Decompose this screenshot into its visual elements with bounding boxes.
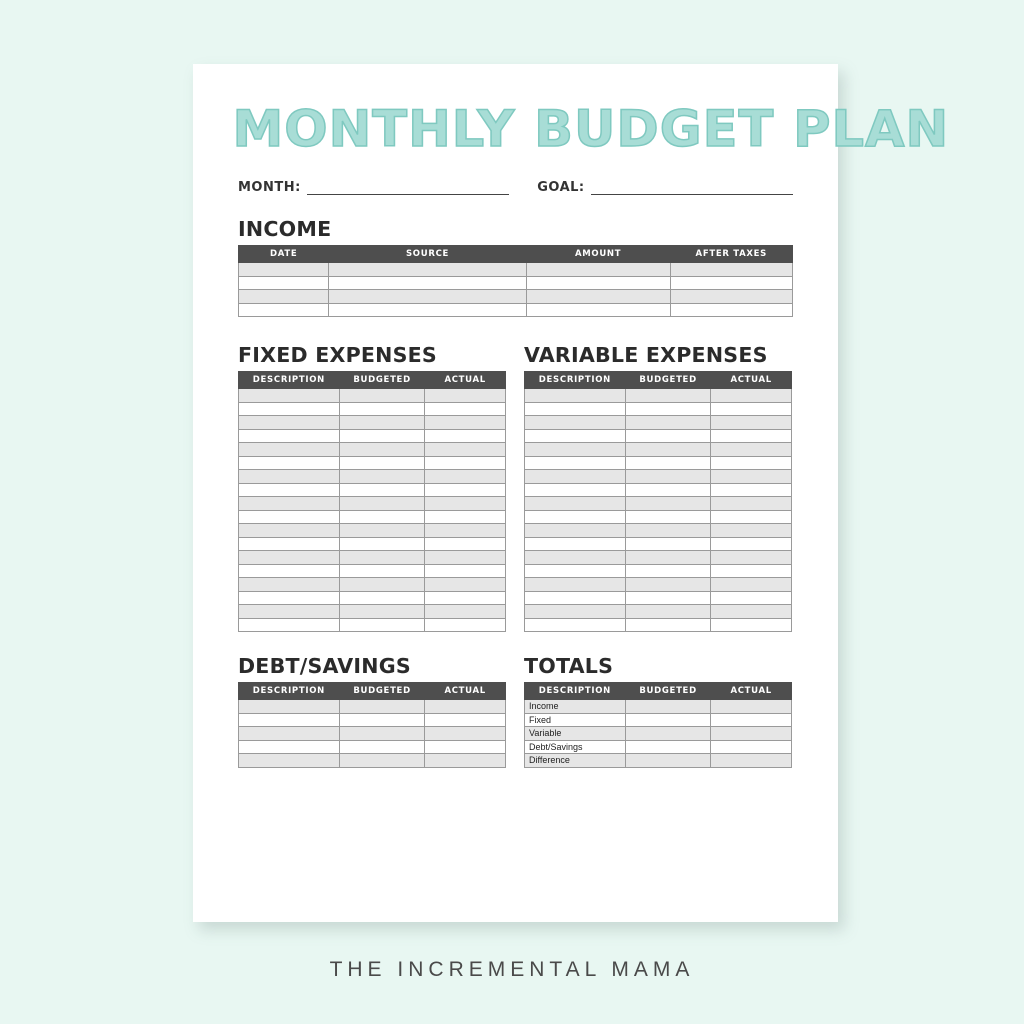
table-cell[interactable] — [625, 564, 711, 578]
table-row — [525, 456, 792, 470]
table-row — [239, 618, 506, 632]
table-cell[interactable] — [525, 429, 626, 443]
income-col-after-taxes: AFTER TAXES — [670, 246, 792, 263]
table-cell[interactable] — [526, 303, 670, 317]
totals-row-label: Variable — [525, 727, 626, 741]
totals-actual-cell[interactable] — [711, 754, 792, 768]
table-cell[interactable] — [525, 605, 626, 619]
table-cell[interactable] — [339, 416, 425, 430]
table-row — [525, 416, 792, 430]
debt-savings-table — [238, 682, 506, 768]
table-cell[interactable] — [625, 605, 711, 619]
table-cell[interactable] — [526, 263, 670, 277]
table-row — [239, 551, 506, 565]
table-cell[interactable] — [525, 524, 626, 538]
table-row — [525, 740, 792, 754]
table-cell[interactable] — [239, 497, 340, 511]
fixed-expenses-heading: FIXED EXPENSES — [238, 343, 437, 367]
table-cell[interactable] — [425, 727, 506, 741]
table-cell[interactable] — [625, 483, 711, 497]
table-cell[interactable] — [711, 578, 792, 592]
table-row — [239, 524, 506, 538]
budget-sheet — [193, 64, 950, 922]
goal-input[interactable] — [591, 181, 793, 195]
table-cell[interactable] — [339, 605, 425, 619]
table-row — [525, 578, 792, 592]
table-cell[interactable] — [339, 740, 425, 754]
table-cell[interactable] — [625, 578, 711, 592]
table-cell[interactable] — [425, 618, 506, 632]
table-cell[interactable] — [239, 276, 329, 290]
table-cell[interactable] — [525, 483, 626, 497]
fixed-expenses-section — [238, 343, 506, 632]
table-row — [525, 497, 792, 511]
table-cell[interactable] — [425, 713, 506, 727]
table-row — [525, 537, 792, 551]
table-cell[interactable] — [239, 290, 329, 304]
table-cell[interactable] — [711, 416, 792, 430]
table-cell[interactable] — [339, 443, 425, 457]
table-cell[interactable] — [425, 443, 506, 457]
table-cell[interactable] — [339, 578, 425, 592]
table-cell[interactable] — [239, 618, 340, 632]
table-row — [525, 564, 792, 578]
table-cell[interactable] — [239, 564, 340, 578]
table-row — [525, 389, 792, 403]
table-cell[interactable] — [525, 578, 626, 592]
table-row — [525, 402, 792, 416]
table-cell[interactable] — [339, 727, 425, 741]
table-row — [525, 700, 792, 714]
table-row — [525, 524, 792, 538]
month-label: MONTH: — [238, 180, 301, 195]
table-cell[interactable] — [329, 276, 526, 290]
table-cell[interactable] — [525, 443, 626, 457]
table-row — [239, 263, 793, 277]
table-row — [525, 713, 792, 727]
table-row — [239, 303, 793, 317]
table-cell[interactable] — [525, 497, 626, 511]
table-cell[interactable] — [670, 290, 792, 304]
table-cell[interactable] — [239, 389, 340, 403]
table-cell[interactable] — [239, 483, 340, 497]
table-cell[interactable] — [329, 263, 526, 277]
table-row — [525, 618, 792, 632]
table-cell[interactable] — [711, 402, 792, 416]
totals-row-label: Income — [525, 700, 626, 714]
table-cell[interactable] — [711, 537, 792, 551]
table-row — [525, 605, 792, 619]
fixed-expenses-body — [239, 389, 506, 632]
table-cell[interactable] — [425, 754, 506, 768]
table-cell[interactable] — [425, 402, 506, 416]
debt-col-actual: ACTUAL — [425, 683, 506, 700]
debt-savings-body — [239, 700, 506, 768]
table-cell[interactable] — [625, 416, 711, 430]
variable-col-actual: ACTUAL — [711, 372, 792, 389]
table-cell[interactable] — [339, 524, 425, 538]
table-cell[interactable] — [339, 537, 425, 551]
table-row — [525, 470, 792, 484]
table-cell[interactable] — [425, 416, 506, 430]
debt-col-budgeted: BUDGETED — [339, 683, 425, 700]
table-row — [239, 402, 506, 416]
totals-col-description: DESCRIPTION — [525, 683, 626, 700]
table-cell[interactable] — [239, 578, 340, 592]
table-row — [239, 290, 793, 304]
totals-body — [525, 700, 792, 768]
table-row — [239, 429, 506, 443]
income-col-source: SOURCE — [329, 246, 526, 263]
table-cell[interactable] — [239, 605, 340, 619]
table-row — [525, 443, 792, 457]
variable-expenses-table — [524, 371, 792, 632]
table-row — [239, 564, 506, 578]
table-row — [239, 727, 506, 741]
table-cell[interactable] — [239, 524, 340, 538]
table-row — [239, 443, 506, 457]
table-cell[interactable] — [525, 537, 626, 551]
totals-section — [524, 654, 792, 768]
table-row — [525, 510, 792, 524]
table-row — [239, 605, 506, 619]
variable-expenses-body — [525, 389, 792, 632]
table-cell[interactable] — [339, 551, 425, 565]
table-cell[interactable] — [425, 578, 506, 592]
variable-expenses-section — [524, 343, 792, 632]
brand-footer: THE INCREMENTAL MAMA — [329, 958, 695, 981]
totals-budgeted-cell[interactable] — [625, 713, 711, 727]
variable-col-description: DESCRIPTION — [525, 372, 626, 389]
totals-actual-cell[interactable] — [711, 727, 792, 741]
table-row — [525, 551, 792, 565]
table-cell[interactable] — [425, 470, 506, 484]
totals-col-actual: ACTUAL — [711, 683, 792, 700]
totals-row-label: Debt/Savings — [525, 740, 626, 754]
totals-budgeted-cell[interactable] — [625, 740, 711, 754]
fixed-expenses-table — [238, 371, 506, 632]
table-cell[interactable] — [625, 456, 711, 470]
table-header-row — [525, 683, 792, 700]
totals-actual-cell[interactable] — [711, 700, 792, 714]
table-row — [239, 276, 793, 290]
table-cell[interactable] — [425, 456, 506, 470]
totals-budgeted-cell[interactable] — [625, 754, 711, 768]
income-table — [238, 245, 793, 317]
fixed-col-budgeted: BUDGETED — [339, 372, 425, 389]
table-row — [239, 700, 506, 714]
income-col-date: DATE — [239, 246, 329, 263]
table-cell[interactable] — [711, 389, 792, 403]
table-cell[interactable] — [711, 443, 792, 457]
table-cell[interactable] — [670, 303, 792, 317]
totals-heading: TOTALS — [524, 654, 614, 678]
table-cell[interactable] — [625, 551, 711, 565]
table-cell[interactable] — [239, 429, 340, 443]
table-row — [239, 497, 506, 511]
table-cell[interactable] — [239, 470, 340, 484]
table-row — [239, 740, 506, 754]
table-row — [239, 389, 506, 403]
table-cell[interactable] — [525, 456, 626, 470]
table-cell[interactable] — [711, 456, 792, 470]
table-header-row — [239, 683, 506, 700]
table-cell[interactable] — [339, 429, 425, 443]
table-row — [239, 578, 506, 592]
table-row — [239, 456, 506, 470]
table-cell[interactable] — [425, 551, 506, 565]
table-row — [239, 713, 506, 727]
table-row — [525, 754, 792, 768]
table-cell[interactable] — [711, 470, 792, 484]
table-cell[interactable] — [625, 591, 711, 605]
variable-col-budgeted: BUDGETED — [625, 372, 711, 389]
table-cell[interactable] — [339, 470, 425, 484]
debt-savings-section — [238, 654, 506, 768]
table-cell[interactable] — [339, 591, 425, 605]
table-cell[interactable] — [711, 591, 792, 605]
table-cell[interactable] — [239, 416, 340, 430]
table-cell[interactable] — [239, 713, 340, 727]
month-goal-row — [238, 180, 793, 195]
table-cell[interactable] — [425, 591, 506, 605]
table-row — [239, 510, 506, 524]
table-cell[interactable] — [425, 510, 506, 524]
table-cell[interactable] — [526, 290, 670, 304]
table-cell[interactable] — [625, 510, 711, 524]
table-cell[interactable] — [239, 537, 340, 551]
debt-savings-heading: DEBT/SAVINGS — [238, 654, 411, 678]
table-cell[interactable] — [670, 263, 792, 277]
table-cell[interactable] — [425, 537, 506, 551]
table-cell[interactable] — [425, 564, 506, 578]
table-cell[interactable] — [525, 470, 626, 484]
table-row — [525, 429, 792, 443]
totals-budgeted-cell[interactable] — [625, 700, 711, 714]
table-row — [239, 754, 506, 768]
table-cell[interactable] — [711, 524, 792, 538]
table-row — [525, 483, 792, 497]
table-cell[interactable] — [711, 510, 792, 524]
totals-row-label: Fixed — [525, 713, 626, 727]
table-header-row — [239, 246, 793, 263]
table-cell[interactable] — [711, 497, 792, 511]
table-cell[interactable] — [239, 443, 340, 457]
table-cell[interactable] — [711, 429, 792, 443]
totals-col-budgeted: BUDGETED — [625, 683, 711, 700]
income-table-body — [239, 263, 793, 317]
table-cell[interactable] — [239, 402, 340, 416]
table-cell[interactable] — [625, 443, 711, 457]
totals-actual-cell[interactable] — [711, 740, 792, 754]
table-row — [239, 470, 506, 484]
table-cell[interactable] — [425, 429, 506, 443]
table-header-row — [525, 372, 792, 389]
table-cell[interactable] — [239, 700, 340, 714]
table-cell[interactable] — [711, 564, 792, 578]
table-cell[interactable] — [239, 591, 340, 605]
table-cell[interactable] — [239, 510, 340, 524]
table-cell[interactable] — [625, 402, 711, 416]
table-cell[interactable] — [339, 713, 425, 727]
table-cell[interactable] — [625, 524, 711, 538]
table-cell[interactable] — [239, 727, 340, 741]
table-cell[interactable] — [526, 276, 670, 290]
table-cell[interactable] — [425, 700, 506, 714]
table-row — [525, 727, 792, 741]
income-section — [238, 217, 793, 317]
table-cell[interactable] — [525, 591, 626, 605]
income-heading: INCOME — [238, 217, 332, 241]
table-cell[interactable] — [425, 497, 506, 511]
table-cell[interactable] — [329, 303, 526, 317]
table-cell[interactable] — [525, 510, 626, 524]
month-input[interactable] — [307, 181, 509, 195]
totals-budgeted-cell[interactable] — [625, 727, 711, 741]
table-cell[interactable] — [425, 524, 506, 538]
table-cell[interactable] — [339, 402, 425, 416]
table-cell[interactable] — [525, 618, 626, 632]
table-row — [525, 591, 792, 605]
variable-expenses-heading: VARIABLE EXPENSES — [524, 343, 768, 367]
table-cell[interactable] — [339, 700, 425, 714]
table-cell[interactable] — [711, 551, 792, 565]
table-cell[interactable] — [339, 510, 425, 524]
table-cell[interactable] — [711, 618, 792, 632]
table-cell[interactable] — [339, 564, 425, 578]
table-cell[interactable] — [339, 618, 425, 632]
fixed-col-description: DESCRIPTION — [239, 372, 340, 389]
table-cell[interactable] — [625, 429, 711, 443]
table-cell[interactable] — [625, 537, 711, 551]
table-cell[interactable] — [239, 303, 329, 317]
table-row — [239, 483, 506, 497]
table-cell[interactable] — [239, 263, 329, 277]
table-cell[interactable] — [239, 456, 340, 470]
table-cell[interactable] — [525, 551, 626, 565]
table-cell[interactable] — [625, 497, 711, 511]
table-header-row — [239, 372, 506, 389]
table-cell[interactable] — [711, 483, 792, 497]
table-cell[interactable] — [339, 497, 425, 511]
fixed-col-actual: ACTUAL — [425, 372, 506, 389]
debt-col-description: DESCRIPTION — [239, 683, 340, 700]
page-title: MONTHLY BUDGET PLAN — [232, 100, 950, 158]
table-cell[interactable] — [239, 551, 340, 565]
table-cell[interactable] — [670, 276, 792, 290]
goal-label: GOAL: — [537, 180, 585, 195]
table-cell[interactable] — [425, 740, 506, 754]
totals-table — [524, 682, 792, 768]
table-cell[interactable] — [625, 389, 711, 403]
table-cell[interactable] — [625, 470, 711, 484]
income-col-amount: AMOUNT — [526, 246, 670, 263]
table-cell[interactable] — [239, 754, 340, 768]
table-cell[interactable] — [525, 402, 626, 416]
table-cell[interactable] — [425, 389, 506, 403]
totals-actual-cell[interactable] — [711, 713, 792, 727]
table-cell[interactable] — [239, 740, 340, 754]
table-cell[interactable] — [339, 483, 425, 497]
table-cell[interactable] — [525, 416, 626, 430]
table-cell[interactable] — [625, 618, 711, 632]
table-cell[interactable] — [525, 564, 626, 578]
table-row — [239, 416, 506, 430]
table-row — [239, 537, 506, 551]
totals-row-label: Difference — [525, 754, 626, 768]
table-cell[interactable] — [329, 290, 526, 304]
table-cell[interactable] — [339, 456, 425, 470]
table-cell[interactable] — [339, 754, 425, 768]
table-cell[interactable] — [711, 605, 792, 619]
table-cell[interactable] — [425, 605, 506, 619]
table-cell[interactable] — [525, 389, 626, 403]
table-cell[interactable] — [425, 483, 506, 497]
table-cell[interactable] — [339, 389, 425, 403]
table-row — [239, 591, 506, 605]
